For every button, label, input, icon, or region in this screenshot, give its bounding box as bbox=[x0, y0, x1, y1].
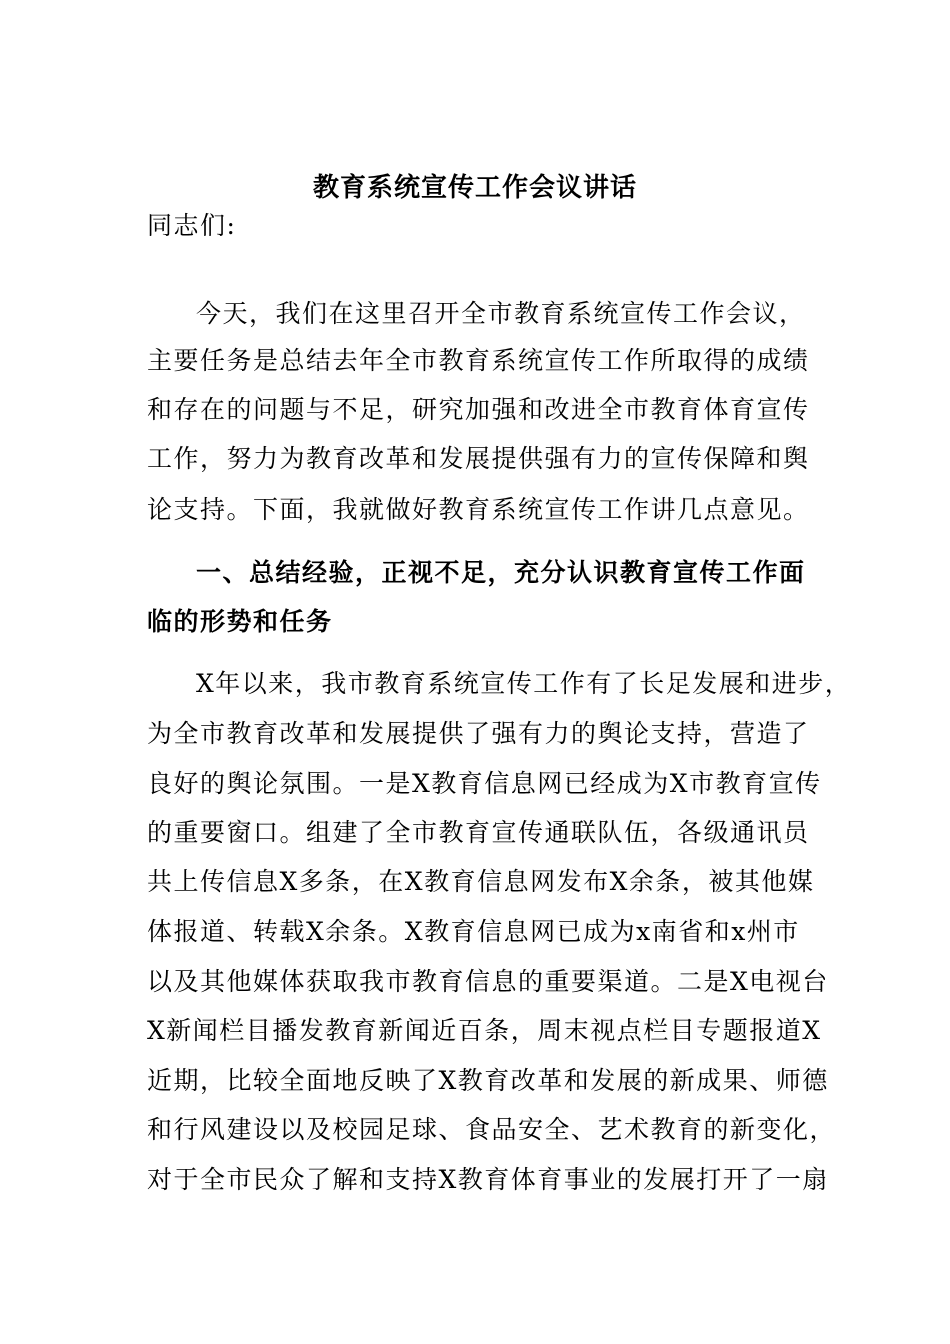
paragraph-line: 近期，比较全面地反映了X教育改革和发展的新成果、师德 bbox=[147, 1066, 829, 1095]
paragraph-line: 共上传信息X多条，在X教育信息网发布X余条，被其他媒 bbox=[147, 867, 815, 896]
paragraph-line: 主要任务是总结去年全市教育系统宣传工作所取得的成绩 bbox=[147, 346, 810, 375]
paragraph-line: 和存在的问题与不足，研究加强和改进全市教育体育宣传 bbox=[147, 395, 810, 424]
heading-line: 一、总结经验，正视不足，充分认识教育宣传工作面 bbox=[196, 558, 806, 587]
paragraph-line: 今天，我们在这里召开全市教育系统宣传工作会议， bbox=[196, 299, 806, 328]
paragraph-line: 对于全市民众了解和支持X教育体育事业的发展打开了一扇 bbox=[147, 1165, 829, 1194]
paragraph-line: 为全市教育改革和发展提供了强有力的舆论支持，营造了 bbox=[147, 719, 810, 748]
paragraph-line: 以及其他媒体获取我市教育信息的重要渠道。二是X电视台 bbox=[147, 967, 829, 996]
paragraph-line: 良好的舆论氛围。一是X教育信息网已经成为X市教育宣传 bbox=[147, 769, 822, 798]
paragraph-line: 工作，努力为教育改革和发展提供强有力的宣传保障和舆 bbox=[147, 444, 810, 473]
paragraph-line: 体报道、转载X余条。X教育信息网已成为x南省和x州市 bbox=[147, 917, 800, 946]
salutation: 同志们: bbox=[147, 211, 237, 240]
paragraph-line: X新闻栏目播发教育新闻近百条，周末视点栏目专题报道X bbox=[147, 1016, 822, 1045]
paragraph-line: X年以来，我市教育系统宣传工作有了长足发展和进步， bbox=[196, 669, 852, 698]
paragraph-line: 和行风建设以及校园足球、食品安全、艺术教育的新变化， bbox=[147, 1115, 837, 1144]
heading-line: 临的形势和任务 bbox=[147, 607, 333, 636]
document-title: 教育系统宣传工作会议讲话 bbox=[312, 173, 637, 203]
paragraph-line: 的重要窗口。组建了全市教育宣传通联队伍，各级通讯员 bbox=[147, 818, 810, 847]
paragraph-line: 论支持。下面，我就做好教育系统宣传工作讲几点意见。 bbox=[147, 495, 810, 524]
